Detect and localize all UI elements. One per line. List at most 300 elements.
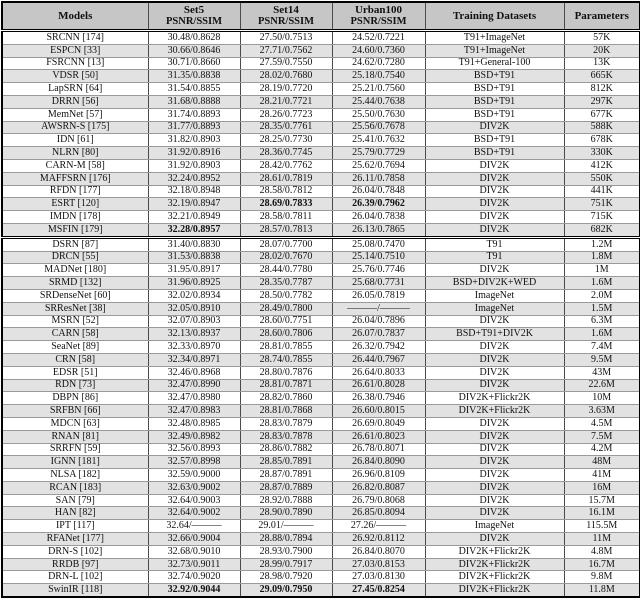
set5-cell: 32.63/0.9002 xyxy=(148,481,240,494)
table-row xyxy=(2,366,640,379)
urban100-cell: 25.18/0.7540 xyxy=(332,70,425,83)
table-row xyxy=(2,341,640,354)
urban100-cell: 27.45/0.8254 xyxy=(332,584,425,597)
datasets-cell: T91+ImageNet xyxy=(425,44,564,57)
datasets-cell: DIV2K xyxy=(425,417,564,430)
model-cell: DBPN [86] xyxy=(2,392,148,405)
datasets-cell: BSD+T91 xyxy=(425,147,564,160)
set14-cell: 28.58/0.7811 xyxy=(240,211,332,224)
datasets-cell: T91 xyxy=(425,237,564,251)
urban100-cell: 26.38/0.7946 xyxy=(332,392,425,405)
datasets-cell: T91+ImageNet xyxy=(425,31,564,45)
datasets-cell: DIV2K xyxy=(425,430,564,443)
urban100-cell: 25.62/0.7694 xyxy=(332,159,425,172)
params-cell: 678K xyxy=(564,134,640,147)
set14-cell: 28.82/0.7860 xyxy=(240,392,332,405)
params-cell: 682K xyxy=(564,223,640,237)
model-cell: DRN-L [102] xyxy=(2,571,148,584)
model-cell: NLRN [80] xyxy=(2,147,148,160)
urban100-cell: 26.04/0.7896 xyxy=(332,315,425,328)
params-cell: 20K xyxy=(564,44,640,57)
set5-cell: 32.64/0.9003 xyxy=(148,494,240,507)
set5-cell: 31.53/0.8838 xyxy=(148,251,240,264)
urban100-cell: 25.68/0.7731 xyxy=(332,277,425,290)
model-cell: ESPCN [33] xyxy=(2,44,148,57)
urban100-cell: 25.44/0.7638 xyxy=(332,95,425,108)
model-cell: HAN [82] xyxy=(2,507,148,520)
urban100-cell: 26.60/0.8015 xyxy=(332,405,425,418)
params-cell: 11M xyxy=(564,533,640,546)
model-cell: RRDB [97] xyxy=(2,558,148,571)
model-cell: SAN [79] xyxy=(2,494,148,507)
params-cell: 22.6M xyxy=(564,379,640,392)
table-row xyxy=(2,417,640,430)
table-row xyxy=(2,237,640,251)
table-row xyxy=(2,223,640,237)
table-row xyxy=(2,507,640,520)
table-row xyxy=(2,558,640,571)
model-cell: CARN-M [58] xyxy=(2,159,148,172)
column-header-models xyxy=(2,2,148,31)
set14-cell: 28.19/0.7720 xyxy=(240,83,332,96)
set14-cell: 28.26/0.7723 xyxy=(240,108,332,121)
set14-cell: 28.81/0.7868 xyxy=(240,405,332,418)
model-cell: EDSR [51] xyxy=(2,366,148,379)
urban100-cell: 26.82/0.8087 xyxy=(332,481,425,494)
params-cell: 1.6M xyxy=(564,277,640,290)
set5-cell: 32.74/0.9020 xyxy=(148,571,240,584)
model-cell: IPT [117] xyxy=(2,520,148,533)
set14-cell: 28.02/0.7680 xyxy=(240,70,332,83)
set5-cell: 32.07/0.8903 xyxy=(148,315,240,328)
set5-cell: 32.46/0.8968 xyxy=(148,366,240,379)
urban100-cell: 26.84/0.8070 xyxy=(332,545,425,558)
table-row xyxy=(2,185,640,198)
datasets-cell: DIV2K xyxy=(425,159,564,172)
datasets-cell: DIV2K xyxy=(425,379,564,392)
model-cell: MSRN [52] xyxy=(2,315,148,328)
set14-cell: 28.25/0.7730 xyxy=(240,134,332,147)
urban100-cell: 25.41/0.7632 xyxy=(332,134,425,147)
urban100-cell: 26.05/0.7819 xyxy=(332,289,425,302)
table-header xyxy=(2,2,640,31)
urban100-cell: 24.60/0.7360 xyxy=(332,44,425,57)
set5-cell: 32.28/0.8957 xyxy=(148,223,240,237)
urban100-cell: 26.11/0.7858 xyxy=(332,172,425,185)
params-cell: 6.3M xyxy=(564,315,640,328)
model-cell: SRFBN [66] xyxy=(2,405,148,418)
urban100-cell: 25.56/0.7678 xyxy=(332,121,425,134)
params-cell: 665K xyxy=(564,70,640,83)
model-cell: DRRN [56] xyxy=(2,95,148,108)
datasets-cell: T91 xyxy=(425,251,564,264)
datasets-cell: DIV2K xyxy=(425,315,564,328)
set14-cell: 28.58/0.7812 xyxy=(240,185,332,198)
datasets-cell: DIV2K xyxy=(425,223,564,237)
set5-cell: 32.68/0.9010 xyxy=(148,545,240,558)
urban100-cell: 27.03/0.8130 xyxy=(332,571,425,584)
table-row xyxy=(2,379,640,392)
set5-cell: 32.47/0.8990 xyxy=(148,379,240,392)
datasets-cell: DIV2K xyxy=(425,481,564,494)
params-cell: 57K xyxy=(564,31,640,45)
set5-cell: 32.47/0.8983 xyxy=(148,405,240,418)
set14-cell: 28.35/0.7761 xyxy=(240,121,332,134)
urban100-cell: 27.26/——— xyxy=(332,520,425,533)
datasets-cell: BSD+T91 xyxy=(425,134,564,147)
model-cell: ESRT [120] xyxy=(2,198,148,211)
set14-cell: 28.60/0.7751 xyxy=(240,315,332,328)
model-cell: MDCN [63] xyxy=(2,417,148,430)
params-cell: 812K xyxy=(564,83,640,96)
params-cell: 588K xyxy=(564,121,640,134)
params-cell: 11.8M xyxy=(564,584,640,597)
datasets-cell: DIV2K xyxy=(425,264,564,277)
params-cell: 1.5M xyxy=(564,302,640,315)
params-cell: 4.8M xyxy=(564,545,640,558)
set5-cell: 32.34/0.8971 xyxy=(148,353,240,366)
table-row xyxy=(2,315,640,328)
table-row xyxy=(2,494,640,507)
set5-cell: 31.92/0.8903 xyxy=(148,159,240,172)
model-cell: CRN [58] xyxy=(2,353,148,366)
params-cell: 1M xyxy=(564,264,640,277)
datasets-cell: BSD+DIV2K+WED xyxy=(425,277,564,290)
column-header-set5 xyxy=(148,2,240,31)
set5-cell: 31.92/0.8916 xyxy=(148,147,240,160)
table-row xyxy=(2,44,640,57)
table-row xyxy=(2,405,640,418)
params-cell: 115.5M xyxy=(564,520,640,533)
datasets-cell: DIV2K xyxy=(425,494,564,507)
model-cell: MemNet [57] xyxy=(2,108,148,121)
datasets-cell: DIV2K+Flickr2K xyxy=(425,545,564,558)
params-cell: 16.7M xyxy=(564,558,640,571)
set14-cell: 28.98/0.7920 xyxy=(240,571,332,584)
column-label: Set14 xyxy=(273,3,299,16)
params-cell: 7.5M xyxy=(564,430,640,443)
datasets-cell: DIV2K xyxy=(425,198,564,211)
datasets-cell: BSD+T91 xyxy=(425,108,564,121)
table-row xyxy=(2,198,640,211)
column-label: Training Datasets xyxy=(452,9,537,22)
table-row xyxy=(2,353,640,366)
set14-cell: 28.74/0.7855 xyxy=(240,353,332,366)
datasets-cell: ImageNet xyxy=(425,302,564,315)
set14-cell: 29.09/0.7950 xyxy=(240,584,332,597)
urban100-cell: 26.39/0.7962 xyxy=(332,198,425,211)
datasets-cell: DIV2K xyxy=(425,185,564,198)
set5-cell: 32.92/0.9044 xyxy=(148,584,240,597)
datasets-cell: DIV2K+Flickr2K xyxy=(425,405,564,418)
set14-cell: 28.87/0.7891 xyxy=(240,469,332,482)
datasets-cell: DIV2K+Flickr2K xyxy=(425,392,564,405)
set5-cell: 32.18/0.8948 xyxy=(148,185,240,198)
table-row xyxy=(2,70,640,83)
set14-cell: 28.83/0.7879 xyxy=(240,417,332,430)
table-row xyxy=(2,289,640,302)
urban100-cell: 26.96/0.8109 xyxy=(332,469,425,482)
urban100-cell: 25.14/0.7510 xyxy=(332,251,425,264)
urban100-cell: 25.79/0.7729 xyxy=(332,147,425,160)
column-header-parameters xyxy=(564,2,640,31)
table-row xyxy=(2,469,640,482)
set14-cell: 28.02/0.7670 xyxy=(240,251,332,264)
set5-cell: 31.95/0.8917 xyxy=(148,264,240,277)
set14-cell: 28.69/0.7833 xyxy=(240,198,332,211)
model-cell: SRDenseNet [60] xyxy=(2,289,148,302)
set14-cell: 28.80/0.7876 xyxy=(240,366,332,379)
table-row xyxy=(2,571,640,584)
set5-cell: 32.48/0.8985 xyxy=(148,417,240,430)
urban100-cell: 27.03/0.8153 xyxy=(332,558,425,571)
set14-cell: 28.83/0.7878 xyxy=(240,430,332,443)
model-cell: RDN [73] xyxy=(2,379,148,392)
table-row xyxy=(2,134,640,147)
set14-cell: 28.99/0.7917 xyxy=(240,558,332,571)
table-row xyxy=(2,481,640,494)
set5-cell: 32.19/0.8947 xyxy=(148,198,240,211)
model-cell: NLSA [182] xyxy=(2,469,148,482)
set5-cell: 31.68/0.8888 xyxy=(148,95,240,108)
params-cell: 9.5M xyxy=(564,353,640,366)
datasets-cell: BSD+T91 xyxy=(425,95,564,108)
set14-cell: 28.81/0.7871 xyxy=(240,379,332,392)
params-cell: 3.63M xyxy=(564,405,640,418)
model-cell: MAFFSRN [176] xyxy=(2,172,148,185)
urban100-cell: 25.76/0.7746 xyxy=(332,264,425,277)
datasets-cell: DIV2K xyxy=(425,353,564,366)
table-row xyxy=(2,392,640,405)
set5-cell: 32.21/0.8949 xyxy=(148,211,240,224)
set14-cell: 28.57/0.7813 xyxy=(240,223,332,237)
urban100-cell: 25.21/0.7560 xyxy=(332,83,425,96)
model-cell: VDSR [50] xyxy=(2,70,148,83)
urban100-cell: 26.64/0.8033 xyxy=(332,366,425,379)
set5-cell: 32.59/0.9000 xyxy=(148,469,240,482)
params-cell: 9.8M xyxy=(564,571,640,584)
model-cell: SRResNet [38] xyxy=(2,302,148,315)
model-cell: AWSRN-S [175] xyxy=(2,121,148,134)
params-cell: 1.6M xyxy=(564,328,640,341)
model-cell: SRCNN [174] xyxy=(2,31,148,45)
params-cell: 16.1M xyxy=(564,507,640,520)
model-cell: SRMD [132] xyxy=(2,277,148,290)
table-row xyxy=(2,430,640,443)
datasets-cell: DIV2K+Flickr2K xyxy=(425,584,564,597)
table-row xyxy=(2,108,640,121)
params-cell: 13K xyxy=(564,57,640,70)
urban100-cell: 26.32/0.7942 xyxy=(332,341,425,354)
set14-cell: 28.86/0.7882 xyxy=(240,443,332,456)
set5-cell: 31.40/0.8830 xyxy=(148,237,240,251)
datasets-cell: ImageNet xyxy=(425,289,564,302)
set14-cell: 28.61/0.7819 xyxy=(240,172,332,185)
table-row xyxy=(2,147,640,160)
set5-cell: 32.05/0.8910 xyxy=(148,302,240,315)
column-header-urban100 xyxy=(332,2,425,31)
model-cell: IDN [61] xyxy=(2,134,148,147)
set5-cell: 30.48/0.8628 xyxy=(148,31,240,45)
table-row xyxy=(2,277,640,290)
datasets-cell: T91+General-100 xyxy=(425,57,564,70)
header-row xyxy=(2,2,640,31)
set5-cell: 31.96/0.8925 xyxy=(148,277,240,290)
datasets-cell: DIV2K xyxy=(425,469,564,482)
params-cell: 715K xyxy=(564,211,640,224)
params-cell: 15.7M xyxy=(564,494,640,507)
set14-cell: 28.44/0.7780 xyxy=(240,264,332,277)
table-row xyxy=(2,211,640,224)
params-cell: 4.2M xyxy=(564,443,640,456)
model-cell: IMDN [178] xyxy=(2,211,148,224)
set14-cell: 28.21/0.7721 xyxy=(240,95,332,108)
set14-cell: 27.59/0.7550 xyxy=(240,57,332,70)
table-row xyxy=(2,57,640,70)
column-header-training-datasets xyxy=(425,2,564,31)
model-cell: RFANet [177] xyxy=(2,533,148,546)
set14-cell: 28.93/0.7900 xyxy=(240,545,332,558)
column-label: Parameters xyxy=(574,9,629,22)
urban100-cell: 26.61/0.8023 xyxy=(332,430,425,443)
table-row xyxy=(2,31,640,45)
set5-cell: 31.54/0.8855 xyxy=(148,83,240,96)
column-label: Models xyxy=(58,9,93,22)
set14-cell: 27.71/0.7562 xyxy=(240,44,332,57)
datasets-cell: ImageNet xyxy=(425,520,564,533)
model-cell: DRN-S [102] xyxy=(2,545,148,558)
set14-cell: 28.35/0.7787 xyxy=(240,277,332,290)
model-cell: CARN [58] xyxy=(2,328,148,341)
params-cell: 10M xyxy=(564,392,640,405)
params-cell: 550K xyxy=(564,172,640,185)
set14-cell: 28.60/0.7806 xyxy=(240,328,332,341)
table-row xyxy=(2,456,640,469)
model-cell: RCAN [183] xyxy=(2,481,148,494)
model-cell: SwinIR [118] xyxy=(2,584,148,597)
set14-cell: 28.81/0.7855 xyxy=(240,341,332,354)
set5-cell: 32.24/0.8952 xyxy=(148,172,240,185)
table-body xyxy=(2,31,640,598)
datasets-cell: BSD+T91+DIV2K xyxy=(425,328,564,341)
urban100-cell: 25.50/0.7630 xyxy=(332,108,425,121)
set14-cell: 28.07/0.7700 xyxy=(240,237,332,251)
table-row xyxy=(2,251,640,264)
datasets-cell: DIV2K+Flickr2K xyxy=(425,558,564,571)
set5-cell: 30.71/0.8660 xyxy=(148,57,240,70)
set5-cell: 32.64/——— xyxy=(148,520,240,533)
params-cell: 48M xyxy=(564,456,640,469)
params-cell: 7.4M xyxy=(564,341,640,354)
set5-cell: 32.13/0.8937 xyxy=(148,328,240,341)
params-cell: 677K xyxy=(564,108,640,121)
table-row xyxy=(2,172,640,185)
table-row xyxy=(2,443,640,456)
datasets-cell: DIV2K xyxy=(425,507,564,520)
urban100-cell: 24.62/0.7280 xyxy=(332,57,425,70)
datasets-cell: DIV2K xyxy=(425,172,564,185)
model-cell: DSRN [87] xyxy=(2,237,148,251)
set5-cell: 32.49/0.8982 xyxy=(148,430,240,443)
set5-cell: 32.57/0.8998 xyxy=(148,456,240,469)
urban100-cell: 26.07/0.7837 xyxy=(332,328,425,341)
set14-cell: 28.90/0.7890 xyxy=(240,507,332,520)
urban100-cell: 26.92/0.8112 xyxy=(332,533,425,546)
model-cell: RFDN [177] xyxy=(2,185,148,198)
table-row xyxy=(2,83,640,96)
set5-cell: 32.64/0.9002 xyxy=(148,507,240,520)
model-cell: MADNet [180] xyxy=(2,264,148,277)
model-cell: SeaNet [89] xyxy=(2,341,148,354)
set5-cell: 31.77/0.8893 xyxy=(148,121,240,134)
set5-cell: 30.66/0.8646 xyxy=(148,44,240,57)
column-header-set14 xyxy=(240,2,332,31)
urban100-cell: 26.78/0.8071 xyxy=(332,443,425,456)
model-comparison-table xyxy=(1,1,640,598)
set14-cell: 28.88/0.7894 xyxy=(240,533,332,546)
urban100-cell: 26.85/0.8094 xyxy=(332,507,425,520)
set5-cell: 31.82/0.8903 xyxy=(148,134,240,147)
params-cell: 751K xyxy=(564,198,640,211)
set14-cell: 28.87/0.7889 xyxy=(240,481,332,494)
datasets-cell: BSD+T91 xyxy=(425,70,564,83)
datasets-cell: BSD+T91 xyxy=(425,83,564,96)
set5-cell: 32.56/0.8993 xyxy=(148,443,240,456)
params-cell: 297K xyxy=(564,95,640,108)
datasets-cell: DIV2K xyxy=(425,211,564,224)
model-cell: RNAN [81] xyxy=(2,430,148,443)
model-cell: IGNN [181] xyxy=(2,456,148,469)
model-cell: LapSRN [64] xyxy=(2,83,148,96)
urban100-cell: 25.08/0.7470 xyxy=(332,237,425,251)
params-cell: 2.0M xyxy=(564,289,640,302)
urban100-cell: 26.04/0.7848 xyxy=(332,185,425,198)
datasets-cell: DIV2K xyxy=(425,341,564,354)
urban100-cell: ———/——— xyxy=(332,302,425,315)
datasets-cell: DIV2K+Flickr2K xyxy=(425,571,564,584)
column-sublabel: PSNR/SSIM xyxy=(350,16,407,28)
params-cell: 16M xyxy=(564,481,640,494)
set5-cell: 31.35/0.8838 xyxy=(148,70,240,83)
datasets-cell: DIV2K xyxy=(425,533,564,546)
model-cell: FSRCNN [13] xyxy=(2,57,148,70)
table-row xyxy=(2,302,640,315)
set5-cell: 32.47/0.8980 xyxy=(148,392,240,405)
datasets-cell: DIV2K xyxy=(425,366,564,379)
set14-cell: 27.50/0.7513 xyxy=(240,31,332,45)
set14-cell: 28.92/0.7888 xyxy=(240,494,332,507)
params-cell: 43M xyxy=(564,366,640,379)
set14-cell: 28.49/0.7800 xyxy=(240,302,332,315)
table-row xyxy=(2,95,640,108)
set5-cell: 31.74/0.8893 xyxy=(148,108,240,121)
column-label: Urban100 xyxy=(354,3,403,16)
urban100-cell: 26.61/0.8028 xyxy=(332,379,425,392)
set5-cell: 32.02/0.8934 xyxy=(148,289,240,302)
table-row xyxy=(2,533,640,546)
table-row xyxy=(2,121,640,134)
set14-cell: 28.50/0.7782 xyxy=(240,289,332,302)
urban100-cell: 26.04/0.7838 xyxy=(332,211,425,224)
datasets-cell: DIV2K xyxy=(425,121,564,134)
model-cell: DRCN [55] xyxy=(2,251,148,264)
urban100-cell: 26.69/0.8049 xyxy=(332,417,425,430)
urban100-cell: 26.79/0.8068 xyxy=(332,494,425,507)
datasets-cell: DIV2K xyxy=(425,443,564,456)
model-cell: SRRFN [59] xyxy=(2,443,148,456)
urban100-cell: 26.44/0.7967 xyxy=(332,353,425,366)
model-cell: MSFIN [179] xyxy=(2,223,148,237)
